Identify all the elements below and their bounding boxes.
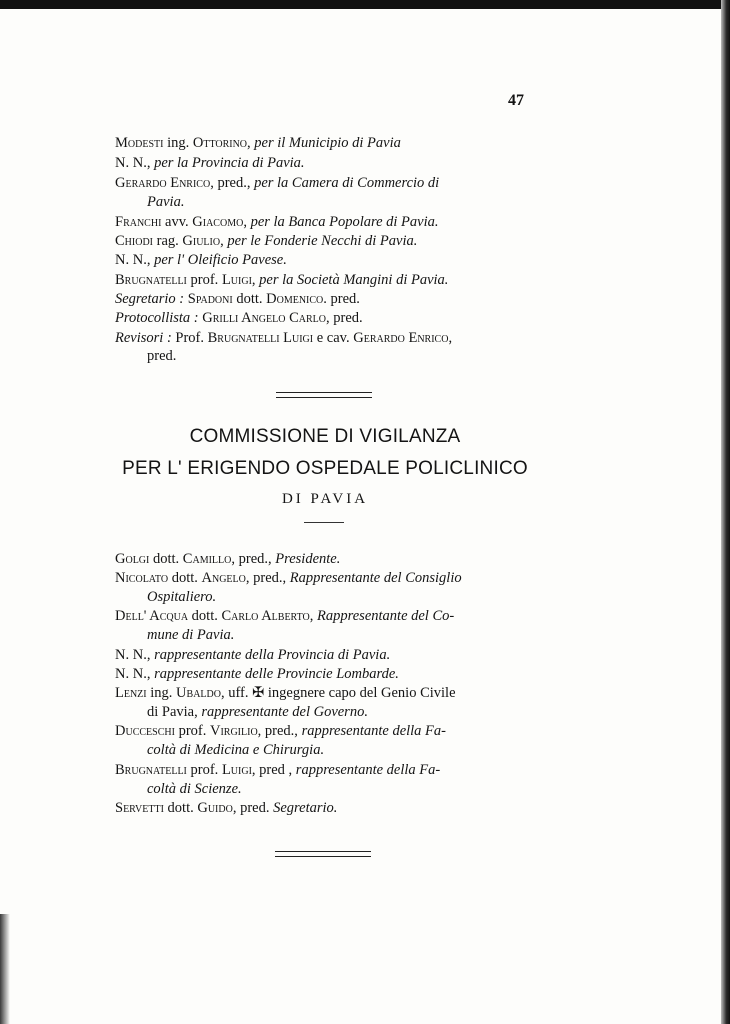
text-line [115, 290, 360, 308]
role-text: per la Banca Popolare di Pavia. [250, 214, 439, 230]
role-text: per l' Oleificio Pavese. [154, 252, 287, 268]
plain-text: , [243, 214, 251, 230]
role-text: Revisori : [115, 330, 172, 346]
name-text: Guido [197, 800, 233, 816]
name-text: Virgilio [209, 723, 258, 739]
plain-text: N. N., [115, 647, 155, 663]
plain-text: prof. [174, 723, 210, 739]
text-line [147, 193, 184, 211]
plain-text: , pred., [231, 551, 276, 567]
plain-text: Prof. [171, 330, 208, 346]
plain-text: , pred. [232, 800, 274, 816]
plain-text: . pred. [323, 291, 360, 307]
section-divider [276, 392, 372, 398]
name-text: Modesti [115, 135, 164, 151]
plain-text: di Pavia, [147, 704, 202, 720]
name-text: Ottorino [192, 135, 248, 151]
plain-text: dott. [188, 608, 222, 624]
text-line [115, 174, 439, 192]
name-text: Chiodi [115, 233, 153, 249]
plain-text: e cav. [313, 330, 354, 346]
role-text: rappresentante delle Provincie Lombarde. [154, 666, 399, 682]
role-text: rappresentante del Governo. [201, 704, 368, 720]
text-line [147, 588, 216, 606]
plain-text: , [309, 608, 318, 624]
text-line [115, 271, 448, 289]
plain-text: prof. [186, 762, 222, 778]
role-text: Ospitaliero. [147, 589, 217, 605]
plain-text: rag. [153, 233, 183, 249]
heading-line-1: COMMISSIONE DI VIGILANZA [189, 426, 461, 447]
role-text: rappresentante della Fa- [301, 723, 446, 739]
role-text: Segretario : [115, 291, 185, 307]
plain-text: , [448, 330, 453, 346]
text-line [147, 741, 324, 759]
text-line [115, 550, 340, 568]
role-text: per la Provincia di Pavia. [154, 155, 305, 171]
heading-line-2: PER L' ERIGENDO OSPEDALE POLICLINICO [122, 458, 528, 479]
text-line [147, 780, 242, 798]
plain-text: , pred., [257, 723, 302, 739]
name-text: Giulio [182, 233, 221, 249]
text-line [115, 213, 439, 231]
plain-text: N. N., [115, 155, 155, 171]
plain-text: ing. [163, 135, 193, 151]
name-text: Ubaldo [176, 685, 221, 701]
role-text: Protocollista : [115, 310, 199, 326]
page-number: 47 [508, 92, 524, 109]
role-text: coltà di Scienze. [147, 781, 242, 797]
role-text: Presidente. [275, 551, 341, 567]
heading-line-3: DI PAVIA [281, 491, 369, 507]
name-text: Angelo [201, 570, 246, 586]
role-text: Rappresentante del Consiglio [289, 570, 462, 586]
scan-top-border [0, 0, 730, 9]
text-line [115, 607, 454, 625]
text-line [115, 684, 456, 702]
plain-text: , [247, 135, 255, 151]
plain-text: N. N., [115, 666, 155, 682]
plain-text: , [251, 272, 260, 288]
plain-text: , [220, 233, 228, 249]
text-line [115, 646, 390, 664]
role-text: rappresentante della Fa- [295, 762, 441, 778]
name-text: Brugnatelli [115, 762, 187, 778]
section-divider [275, 851, 371, 857]
name-text: Domenico [266, 291, 324, 307]
plain-text: avv. [161, 214, 193, 230]
name-text: Camillo [182, 551, 232, 567]
text-line [115, 251, 287, 269]
text-line [115, 134, 401, 152]
text-line [147, 347, 176, 365]
text-line [147, 703, 368, 721]
role-text: Rappresentante del Co- [317, 608, 455, 624]
name-text: Lenzi [115, 685, 147, 701]
role-text: per la Camera di Commercio di [254, 175, 440, 191]
name-text: Servetti [115, 800, 164, 816]
plain-text: N. N., [115, 252, 155, 268]
name-text: Gerardo Enrico [115, 175, 211, 191]
name-text: Carlo Alberto [221, 608, 310, 624]
name-text: Ducceschi [115, 723, 175, 739]
role-text: per le Fonderie Necchi di Pavia. [227, 233, 418, 249]
text-line [115, 569, 462, 587]
plain-text: dott. [168, 570, 202, 586]
name-text: Franchi [115, 214, 162, 230]
name-text: Gerardo Enrico [353, 330, 449, 346]
role-text: rappresentante della Provincia di Pavia. [154, 647, 391, 663]
plain-text: , uff. ✠ ingegnere capo del Genio Civile [220, 685, 456, 701]
text-line [115, 232, 417, 250]
plain-text: , pred , [251, 762, 296, 778]
text-line [115, 309, 363, 327]
plain-text: , pred., [245, 570, 290, 586]
role-text: per la Società Mangini di Pavia. [259, 272, 449, 288]
text-line [115, 799, 337, 817]
role-text: Segretario. [273, 800, 338, 816]
text-line [115, 761, 440, 779]
name-text: Brugnatelli Luigi [207, 330, 314, 346]
name-text: Giacomo [192, 214, 244, 230]
text-line [115, 329, 452, 347]
plain-text: pred. [147, 348, 177, 364]
text-line [147, 626, 234, 644]
plain-text: dott. [232, 291, 267, 307]
plain-text: dott. [149, 551, 183, 567]
name-text: Dell' Acqua [115, 608, 189, 624]
text-line [115, 154, 305, 172]
plain-text: prof. [186, 272, 222, 288]
text-line [115, 665, 399, 683]
name-text: Brugnatelli [115, 272, 187, 288]
role-text: per il Municipio di Pavia [254, 135, 401, 151]
text-line [115, 722, 446, 740]
role-text: mune di Pavia. [147, 627, 235, 643]
plain-text: ing. [146, 685, 177, 701]
name-text: Luigi [221, 272, 252, 288]
name-text: Spadoni [187, 291, 233, 307]
role-text: Pavia. [147, 194, 185, 210]
plain-text: dott. [163, 800, 198, 816]
scan-right-border [721, 0, 730, 1024]
scan-left-shadow [0, 914, 10, 1024]
plain-text: , pred. [325, 310, 363, 326]
name-text: Luigi [221, 762, 252, 778]
name-text: Grilli Angelo Carlo [202, 310, 326, 326]
name-text: Golgi [115, 551, 150, 567]
plain-text: , pred., [210, 175, 255, 191]
name-text: Nicolato [115, 570, 169, 586]
heading-underline [304, 522, 344, 523]
role-text: coltà di Medicina e Chirurgia. [147, 742, 325, 758]
